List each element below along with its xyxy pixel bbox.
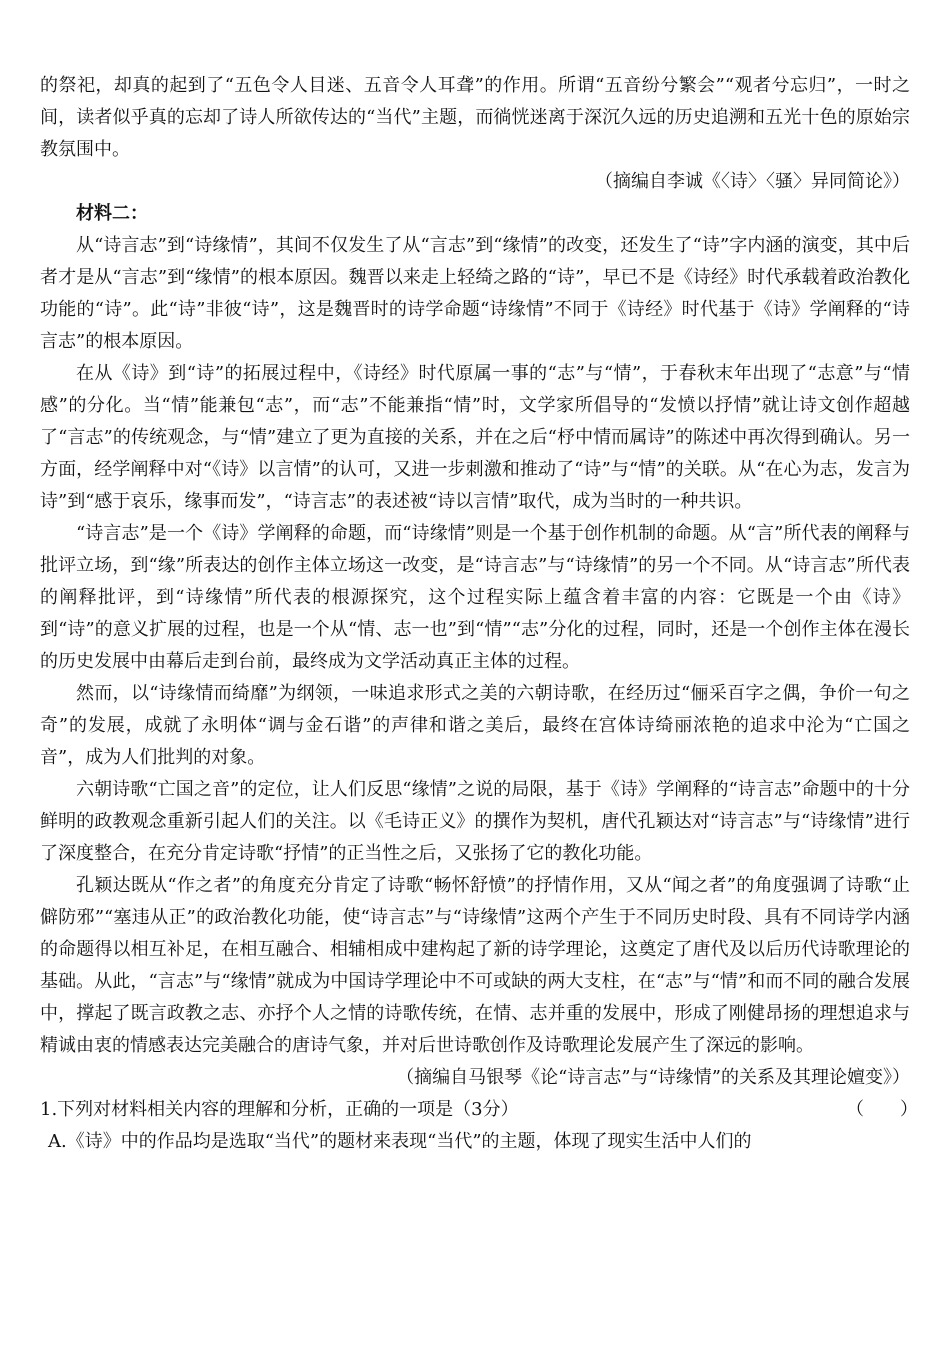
question-1-stem: 1.下列对材料相关内容的理解和分析，正确的一项是（3分） [40, 1099, 519, 1120]
answer-blank[interactable]: （ ） [846, 1099, 918, 1120]
material1-source: （摘编自李诚《〈诗〉〈骚〉异同简论》） [595, 171, 910, 192]
material2-paragraph: 在从《诗》到“诗”的拓展过程中，《诗经》时代原属一事的“志”与“情”，于春秋末年出现了“志意”与“情感”的分化。当“情”能兼包“志”，而“志”不能兼指“情”时，文学家所倡导的“发愤以抒情”就让诗文创作超越了“言志”的传统观念，与“情”建立了更为直接的关系，并在之后“杼中情而属诗”的陈述中再次得到确认。另一方面，经学阐释中对“《诗》以言情”的认可，又进一步刺激和推动了“诗”与“情”的关联。从“在心为志，发言为诗”到“感于哀乐，缘事而发”，“诗言志”的表述被“诗以言情”取代，成为当时的一种共识。 [40, 363, 910, 512]
material2-paragraph: 孔颖达既从“作之者”的角度充分肯定了诗歌“畅怀舒愤”的抒情作用，又从“闻之者”的角度强调了诗歌“止僻防邪”“塞违从正”的政治教化功能，使“诗言志”与“诗缘情”这两个产生于不同历史时段、具有不同诗学内涵的命题得以相互补足，在相互融合、相辅相成中建构起了新的诗学理论，这奠定了唐代及以后历代诗歌理论的基础。从此，“言志”与“缘情”就成为中国诗学理论中不可或缺的两大支柱，在“志”与“情”和而不同的融合发展中，撑起了既言政教之志、亦抒个人之情的诗歌传统，在情、志并重的发展中，形成了刚健昂扬的理想追求与精诚由衷的情感表达完美融合的唐诗气象，并对后世诗歌创作及诗歌理论发展产生了深远的影响。 [40, 875, 910, 1056]
material2-paragraph: 从“诗言志”到“诗缘情”，其间不仅发生了从“言志”到“缘情”的改变，还发生了“诗”字内涵的演变，其中后者才是从“言志”到“缘情”的根本原因。魏晋以来走上轻绮之路的“诗”，早已不是《诗经》时代承载着政治教化功能的“诗”。此“诗”非彼“诗”，这是魏晋时的诗学命题“诗缘情”不同于《诗经》时代基于《诗》学阐释的“诗言志”的根本原因。 [40, 235, 910, 352]
material2-paragraph: “诗言志”是一个《诗》学阐释的命题，而“诗缘情”则是一个基于创作机制的命题。从“言”所代表的阐释与批评立场，到“缘”所表达的创作主体立场这一改变，是“诗言志”与“诗缘情”的另一个不同。从“诗言志”所代表的阐释批评，到“诗缘情”所代表的根源探究，这个过程实际上蕴含着丰富的内容：它既是一个由《诗》到“诗”的意义扩展的过程，也是一个从“情、志一也”到“情”“志”分化的过程，同时，还是一个创作主体在漫长的历史发展中由幕后走到台前，最终成为文学活动真正主体的过程。 [40, 523, 910, 672]
material2-paragraph: 六朝诗歌“亡国之音”的定位，让人们反思“缘情”之说的局限，基于《诗》学阐释的“诗言志”命题中的十分鲜明的政教观念重新引起人们的关注。以《毛诗正义》的撰作为契机，唐代孔颖达对“诗言志”与“诗缘情”进行了深度整合，在充分肯定诗歌“抒情”的正当性之后，又张扬了它的教化功能。 [40, 779, 910, 864]
question-1-option-a: A.《诗》中的作品均是选取“当代”的题材来表现“当代”的主题，体现了现实生活中人们的 [48, 1131, 752, 1152]
material2-paragraph: 然而，以“诗缘情而绮靡”为纲领，一味追求形式之美的六朝诗歌，在经历过“俪采百字之偶，争价一句之奇”的发展，成就了永明体“调与金石谐”的声律和谐之美后，最终在宫体诗绮丽浓艳的追求中沦为“亡国之音”，成为人们批判的对象。 [40, 683, 910, 768]
material2-heading: 材料二： [76, 203, 148, 224]
question-1 [40, 1094, 918, 1126]
exam-page [40, 70, 918, 1158]
material1-tail-paragraph: 的祭祀，却真的起到了“五色令人目迷、五音令人耳聋”的作用。所谓“五音纷兮繁会”“观者兮忘归”，一时之间，读者似乎真的忘却了诗人所欲传达的“当代”主题，而徜恍迷离于深沉久远的历史追溯和五光十色的原始宗教氛围中。 [40, 75, 910, 160]
material2-source: （摘编自马银琴《论“诗言志”与“诗缘情”的关系及其理论嬗变》） [396, 1067, 910, 1088]
